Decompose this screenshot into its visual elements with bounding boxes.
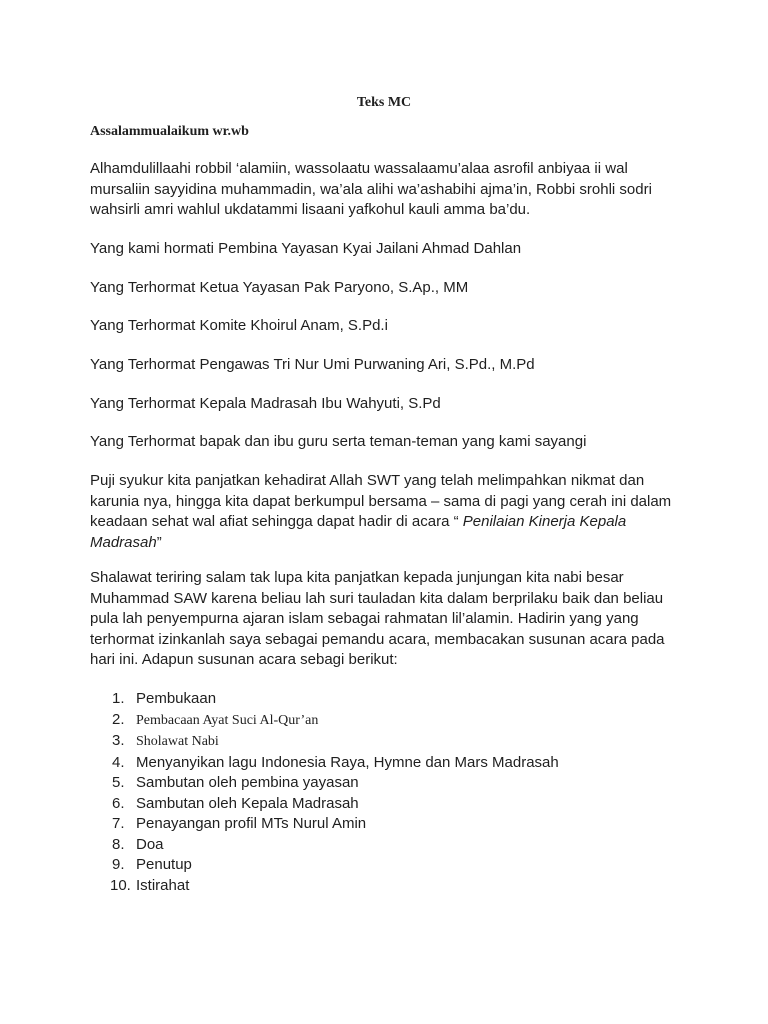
list-text: Doa: [136, 835, 164, 853]
list-item: [90, 835, 559, 856]
list-text: Penutup: [136, 856, 192, 873]
shalawat-line: Muhammad SAW karena beliau lah suri tauladan kita dalam berprilaku baik dan beliau: [90, 589, 664, 607]
list-number: 8.: [112, 835, 125, 853]
list-number: 1.: [112, 690, 125, 707]
shalawat-line: terhormat izinkanlah saya sebagai pemandu acara, membacakan susunan acara pada: [90, 630, 665, 648]
list-number: 4.: [112, 753, 125, 771]
list-text: Sholawat Nabi: [136, 734, 219, 749]
list-text: Pembukaan: [136, 690, 217, 707]
list-item: [90, 731, 559, 753]
opening-paragraph: [90, 159, 688, 221]
honorific-kepala: Yang Terhormat Kepala Madrasah Ibu Wahyuti, S.Pd: [90, 395, 441, 412]
shalawat-line: pula lah penyempurna ajaran islam sebagai rahmatan lil’alamin. Hadirin yang yang: [90, 610, 639, 627]
list-text: Menyanyikan lagu Indonesia Raya, Hymne dan Mars Madrasah: [136, 753, 559, 771]
gratitude-line: [90, 533, 688, 554]
list-item: [90, 876, 559, 897]
list-number: 3.: [112, 732, 125, 749]
honorific-guru: Yang Terhormat bapak dan ibu guru serta teman-teman yang kami sayangi: [90, 433, 587, 450]
list-text: Sambutan oleh pembina yayasan: [136, 774, 359, 791]
list-item: [90, 814, 559, 835]
honorific-pembina: Yang kami hormati Pembina Yayasan Kyai Jailani Ahmad Dahlan: [90, 240, 522, 257]
list-item: [90, 794, 559, 815]
list-number: 7.: [112, 815, 125, 832]
list-item: [90, 710, 559, 732]
document-title: Teks MC: [356, 95, 412, 110]
event-name-italic: Madrasah: [90, 533, 157, 551]
list-number: 6.: [112, 794, 125, 812]
list-item: [90, 773, 559, 794]
honorific-pengawas: Yang Terhormat Pengawas Tri Nur Umi Purwaning Ari, S.Pd., M.Pd: [90, 356, 535, 373]
gratitude-line: [90, 512, 688, 533]
gratitude-line: karunia nya, hingga kita dapat berkumpul bersama – sama di pagi yang cerah ini dalam: [90, 492, 672, 510]
list-text: Penayangan profil MTs Nurul Amin: [136, 815, 367, 832]
list-number: 2.: [112, 710, 125, 728]
list-text: Sambutan oleh Kepala Madrasah: [136, 794, 359, 812]
opening-line: wahsirli amri wahlul ukdatammi lisaani yafkohul kauli amma ba’du.: [90, 201, 531, 218]
list-number: 9.: [112, 856, 125, 873]
gratitude-paragraph: [90, 471, 688, 553]
list-item: [90, 753, 559, 774]
honorific-ketua: Yang Terhormat Ketua Yayasan Pak Paryono, S.Ap., MM: [90, 279, 469, 296]
opening-line: mursaliin sayyidina muhammadin, wa’ala alihi wa’ashabihi ajma’in, Robbi srohli sodri: [90, 180, 652, 198]
gratitude-line: Puji syukur kita panjatkan kehadirat Allah SWT yang telah melimpahkan nikmat dan: [90, 472, 645, 489]
shalawat-paragraph: [90, 568, 688, 671]
shalawat-line: hari ini. Adapun susunan acara sebagi berikut:: [90, 651, 398, 668]
greeting: Assalammualaikum wr.wb: [90, 124, 249, 139]
list-text: Istirahat: [136, 876, 190, 894]
gratitude-text: keadaan sehat wal afiat sehingga dapat hadir di acara “: [90, 513, 459, 530]
opening-line: Alhamdulillaahi robbil ‘alamiin, wassolaatu wassalaamu’alaa asrofil anbiyaa ii wal: [90, 160, 628, 177]
shalawat-line: Shalawat teriring salam tak lupa kita panjatkan kepada junjungan kita nabi besar: [90, 569, 624, 586]
list-number: 5.: [112, 774, 125, 791]
honorific-komite: Yang Terhormat Komite Khoirul Anam, S.Pd.i: [90, 317, 388, 334]
list-item: [90, 689, 559, 710]
agenda-list: [90, 689, 559, 896]
list-item: [90, 855, 559, 876]
event-name-italic: Penilaian Kinerja Kepala: [458, 513, 627, 530]
list-text: Pembacaan Ayat Suci Al-Qur’an: [136, 712, 319, 728]
closing-quote: ”: [156, 533, 162, 551]
list-number: 10.: [110, 876, 131, 894]
